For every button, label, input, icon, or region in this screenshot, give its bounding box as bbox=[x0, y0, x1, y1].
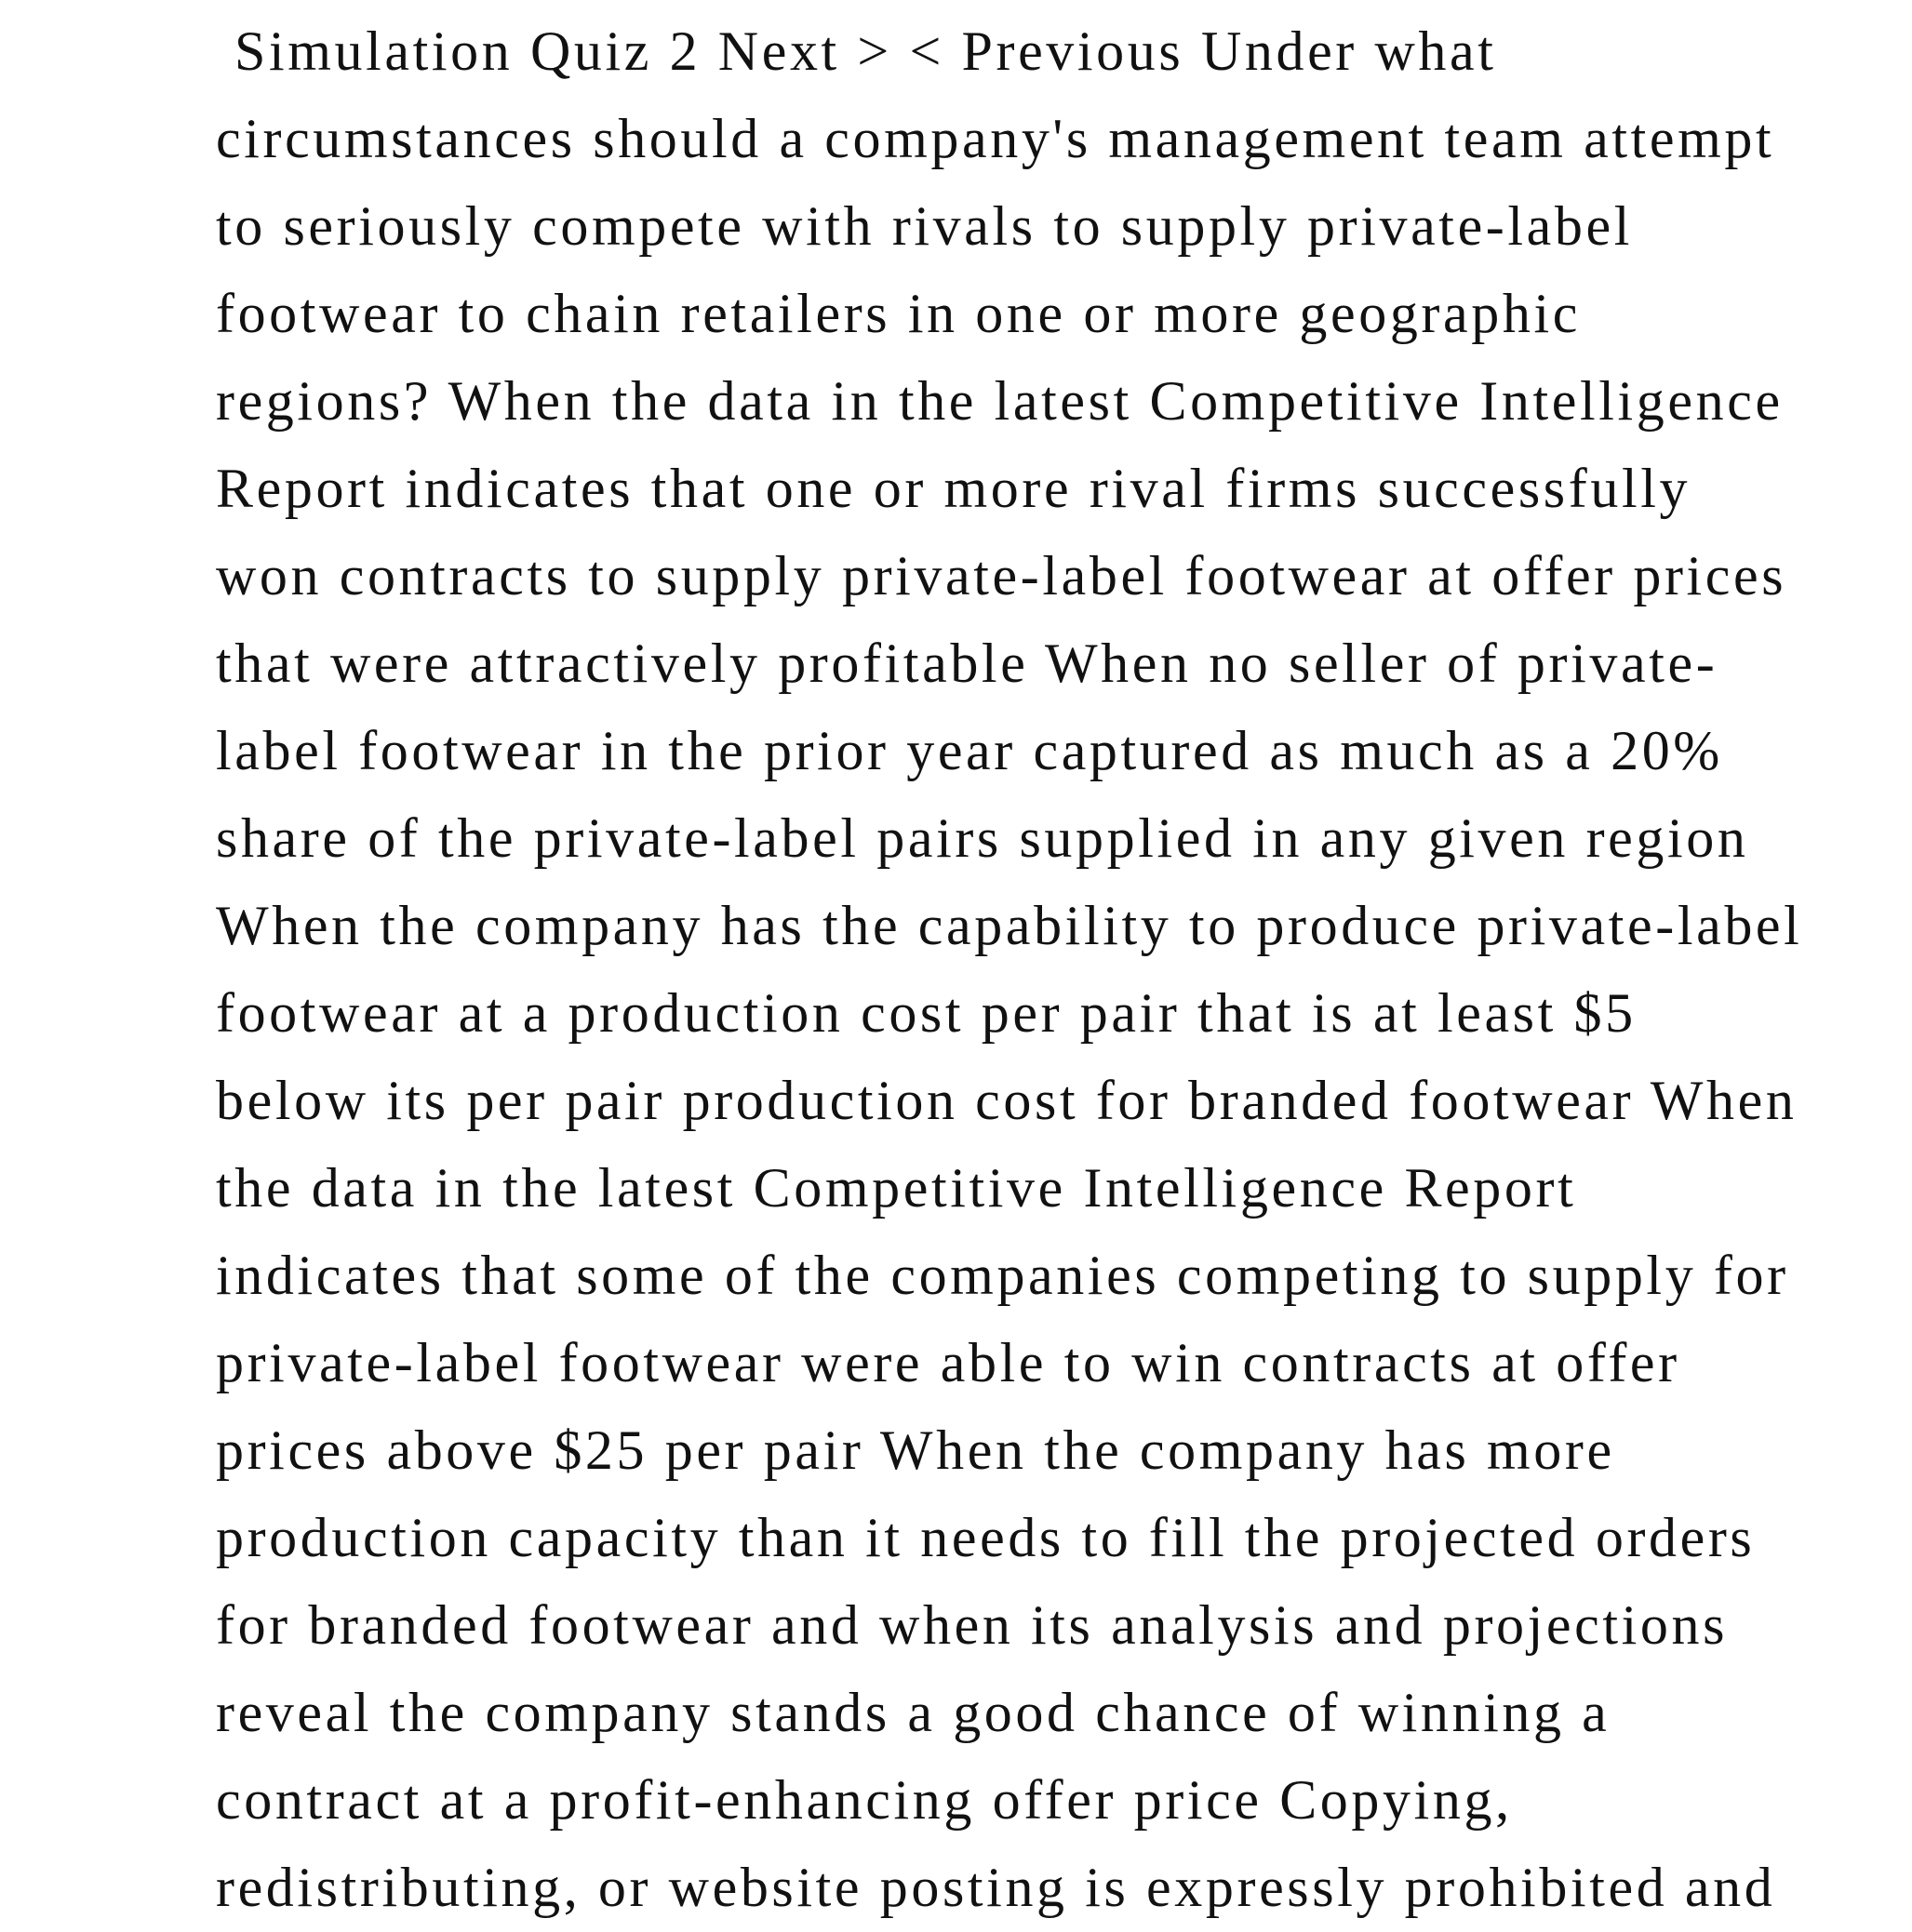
text-line: private-label footwear were able to win contracts at offer bbox=[216, 1332, 1680, 1393]
text-line: production capacity than it needs to fill the projected orders bbox=[216, 1507, 1756, 1568]
text-line: Under what bbox=[1200, 20, 1497, 82]
text-line: won contracts to supply private-label footwear at offer prices bbox=[216, 545, 1787, 606]
text-line: that were attractively profitable When no seller of private- bbox=[216, 633, 1718, 694]
text-line: to seriously compete with rivals to supply private-label bbox=[216, 195, 1633, 257]
text-line: prices above $25 per pair When the company has more bbox=[216, 1419, 1615, 1481]
text-line: contract at a profit-enhancing offer price Copying, bbox=[216, 1769, 1513, 1831]
text-line-header bbox=[216, 7, 1891, 95]
previous-link[interactable]: < Previous bbox=[909, 20, 1184, 82]
text-line: circumstances should a company's management team attempt bbox=[216, 108, 1775, 169]
text-line: footwear to chain retailers in one or more geographic bbox=[216, 283, 1581, 344]
quiz-title: Simulation Quiz 2 bbox=[234, 20, 702, 82]
next-link[interactable]: Next > bbox=[717, 20, 892, 82]
question-text bbox=[216, 7, 1891, 1931]
text-line: share of the private-label pairs supplied in any given region bbox=[216, 807, 1749, 869]
text-line: Report indicates that one or more rival firms successfully bbox=[216, 458, 1691, 519]
text-line: regions? When the data in the latest Competitive Intelligence bbox=[216, 370, 1784, 432]
text-line: the data in the latest Competitive Intelligence Report bbox=[216, 1157, 1577, 1219]
text-line: below its per pair production cost for branded footwear When bbox=[216, 1070, 1798, 1131]
text-line: indicates that some of the companies competing to supply for bbox=[216, 1245, 1789, 1306]
text-line: label footwear in the prior year captured as much as a 20% bbox=[216, 720, 1723, 781]
text-line: When the company has the capability to produce private-label bbox=[216, 895, 1803, 956]
text-line: footwear at a production cost per pair that is at least $5 bbox=[216, 982, 1637, 1044]
text-line: for branded footwear and when its analysis and projections bbox=[216, 1594, 1729, 1656]
text-line: redistributing, or website posting is expressly prohibited and bbox=[216, 1857, 1776, 1918]
text-line: reveal the company stands a good chance of winning a bbox=[216, 1682, 1611, 1743]
